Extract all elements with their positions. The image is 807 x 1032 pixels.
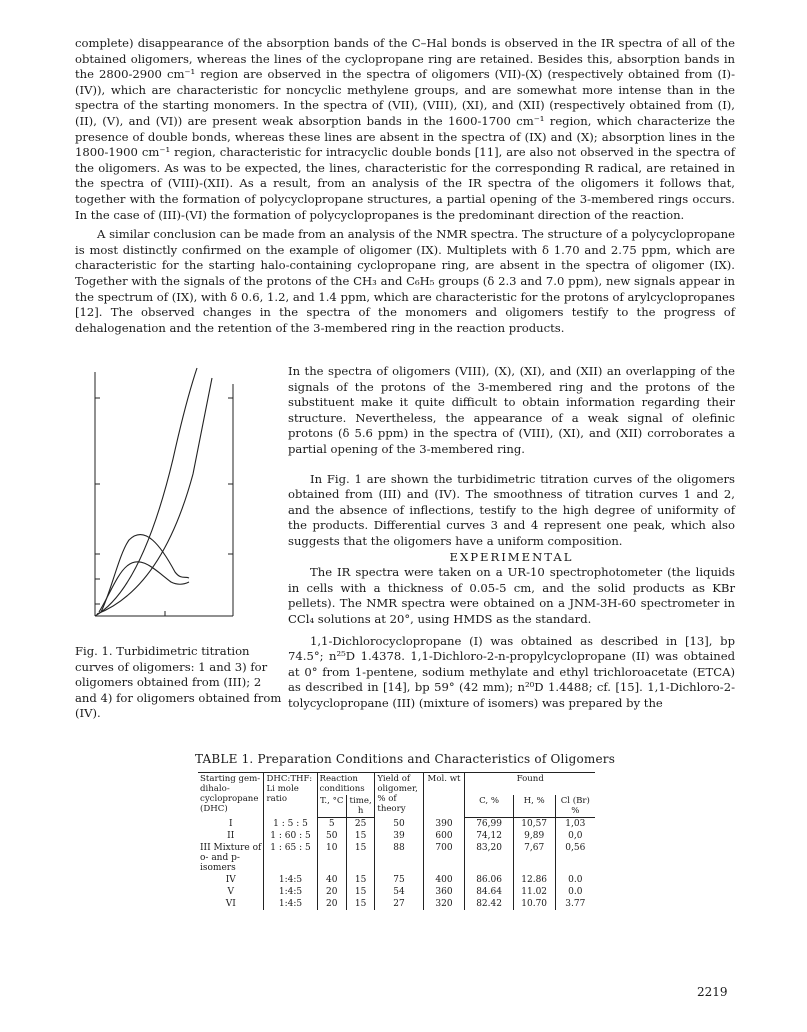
- cell-yield: 50: [375, 818, 423, 831]
- cell-molwt: 600: [423, 830, 465, 842]
- cell-dhc: III Mixture of o- and p-isomers: [200, 843, 262, 873]
- header-reaction: Reaction conditions: [317, 773, 375, 796]
- cell-temp: 40: [317, 874, 346, 886]
- cell-h: 10,57: [513, 818, 555, 831]
- cell-c: 74,12: [465, 830, 513, 842]
- header-yield: Yield of oligomer, % of theory: [375, 773, 423, 818]
- cell-temp: 5: [317, 818, 346, 831]
- paragraph-ir-spectra: complete) disappearance of the absorption bands of the C–Hal bonds is observed in the IR spectra of all of the obtained oligomers, whereas the lines of the cyclopropane ring are retained. Besides this, absorption bands in the 2800-2900 cm⁻¹ region are observed in the spectra of oligomers (VII)-(X) (respectively obtained from (I)-(IV)), which are characteristic for noncyclic methylene groups, and are somewhat more intense than in the spectra of the starting monomers. In the spectra of (VII), (VIII), (XI), and (XII) (respectively obtained from (I), (II), (V), and (VI)) are present weak absorption bands in the 1600-1700 cm⁻¹ region, which characterize the presence of double bonds, whereas these lines are absent in the spectra of (IX) and (X); absorption lines in the 1800-1900 cm⁻¹ region, characteristic for intracyclic double bonds [11], are also not observed in the spectra of the oligomers. As was to be expected, the lines, characteristic for the corresponding R radical, are retained in the spectra of (VIII)-(XII). As a result, from an analysis of the IR spectra of the oligomers it follows that, together with the formation of polycyclopropane structures, a partial opening of the 3-membered rings occurs. In the case of (III)-(VI) the formation of polycyclopropanes is the predominant direction of the reaction.: [75, 36, 735, 222]
- curve-1: [95, 368, 197, 616]
- table-row: [198, 842, 595, 874]
- header-h: H, %: [513, 795, 555, 818]
- header-starting: Starting gem-dihalo-cyclopropane (DHC): [198, 773, 264, 818]
- cell-yield: 75: [375, 874, 423, 886]
- cell-h: 7,67: [513, 842, 555, 874]
- cell-temp: 20: [317, 886, 346, 898]
- cell-cl: 0.0: [555, 874, 595, 886]
- cell-ratio: 1 : 65 : 5: [264, 842, 317, 874]
- table-oligomers: [198, 772, 595, 910]
- cell-cl: 3.77: [555, 898, 595, 910]
- cell-yield: 27: [375, 898, 423, 910]
- cell-dhc: I: [228, 818, 233, 829]
- cell-time: 15: [346, 898, 374, 910]
- header-c: C, %: [465, 795, 513, 818]
- cell-dhc: VI: [225, 899, 236, 909]
- paragraph-nmr-spectra: A similar conclusion can be made from an analysis of the NMR spectra. The structure of a polycyclopropane is most distinctly confirmed on the example of oligomer (IX). Multiplets with δ 1.70 and 2.75 ppm, which are characteristic for the starting halo-containing cyclopropane ring, are absent in the spectra of oligomer (IX). Together with the signals of the protons of the CH₃ and C₆H₅ groups (δ 2.3 and 7.0 ppm), new signals appear in the spectrum of (IX), with δ 0.6, 1.2, and 1.4 ppm, which are characteristic for the protons of arylcyclopropanes [12]. The observed changes in the spectra of the monomers and oligomers testify to the progress of dehalogenation and the retention of the 3-membered ring in the reaction products.: [75, 227, 735, 335]
- table-row: [198, 874, 595, 886]
- cell-molwt: 360: [423, 886, 465, 898]
- paragraph-overlapping: In the spectra of oligomers (VIII), (X), (XI), and (XII) an overlapping of the signals of the protons of the 3-membered ring and the protons of the substituent make it quite difficult to obtain information regarding their structure. Nevertheless, the appearance of a weak signal of olefinic protons (δ 5.6 ppm) in the spectra of (VIII), (XI), and (XII) corroborates a partial opening of the 3-membered ring.: [288, 364, 735, 456]
- cell-dhc: II: [227, 831, 235, 841]
- cell-cl: 1,03: [555, 818, 595, 831]
- cell-ratio: 1:4:5: [264, 886, 317, 898]
- cell-cl: 0,56: [555, 842, 595, 874]
- figure-caption: Fig. 1. Turbidimetric titration curves of oligomers: 1 and 3) for oligomers obtained from (III); 2 and 4) for oligomers obtained from (IV).: [75, 644, 282, 721]
- cell-ratio: 1:4:5: [264, 874, 317, 886]
- cell-dhc: IV: [225, 875, 236, 885]
- cell-time: 15: [346, 874, 374, 886]
- cell-time: 15: [346, 886, 374, 898]
- table-row: [198, 886, 595, 898]
- cell-molwt: 700: [423, 842, 465, 874]
- cell-ratio: 1:4:5: [264, 898, 317, 910]
- cell-yield: 54: [375, 886, 423, 898]
- cell-cl: 0,0: [555, 830, 595, 842]
- cell-molwt: 390: [423, 818, 465, 831]
- cell-h: 11.02: [513, 886, 555, 898]
- header-molwt: Mol. wt: [423, 773, 465, 818]
- cell-ratio: 1 : 60 : 5: [264, 830, 317, 842]
- cell-ratio: 1 : 5 : 5: [264, 818, 317, 831]
- cell-h: 12.86: [513, 874, 555, 886]
- cell-c: 76,99: [465, 818, 513, 831]
- table-title: TABLE 1. Preparation Conditions and Characteristics of Oligomers: [195, 752, 616, 766]
- page-number: 2219: [697, 985, 728, 999]
- cell-c: 84.64: [465, 886, 513, 898]
- table-row: [198, 818, 595, 831]
- cell-time: 25: [346, 818, 374, 831]
- cell-h: 9,89: [513, 830, 555, 842]
- header-temp: T., °C: [317, 795, 346, 818]
- cell-c: 82.42: [465, 898, 513, 910]
- header-time: time, h: [346, 795, 374, 818]
- header-found: Found: [465, 773, 595, 796]
- paragraph-fig1: In Fig. 1 are shown the turbidimetric titration curves of the oligomers obtained from (III) and (IV). The smoothness of titration curves 1 and 2, and the absence of inflections, testify to the high degree of uniformity of the products. Differential curves 3 and 4 represent one peak, which also suggests that the oligomers have a uniform composition.: [288, 471, 735, 548]
- curve-4: [99, 562, 189, 612]
- right-column: [288, 364, 735, 711]
- figure-1: [75, 364, 280, 644]
- paragraph-synthesis: 1,1-Dichlorocyclopropane (I) was obtained as described in [13], bp 74.5°; n²⁵D 1.4378. 1,1-Dichloro-2-n-propylcyclopropane (II) was obtained at 0° from 1-pentene, sodium methylate and ethyl trichloroacetate (ETCA) as described in [14], bp 59° (42 mm); n²⁰D 1.4488; cf. [15]. 1,1-Dichloro-2-tolycyclopropane (III) (mixture of isomers) was prepared by the: [288, 633, 735, 710]
- cell-cl: 0.0: [555, 886, 595, 898]
- cell-temp: 10: [317, 842, 346, 874]
- paragraph-ir-methods: The IR spectra were taken on a UR-10 spectrophotometer (the liquids in cells with a thickness of 0.05-5 cm, and the solid products as KBr pellets). The NMR spectra were obtained on a JNM-3H-60 spectrometer in CCl₄ solutions at 20°, using HMDS as the standard.: [288, 565, 735, 626]
- body-text-top: [75, 36, 735, 336]
- cell-temp: 50: [317, 830, 346, 842]
- cell-h: 10.70: [513, 898, 555, 910]
- header-ratio: DHC:THF: Li mole ratio: [264, 773, 317, 818]
- cell-molwt: 320: [423, 898, 465, 910]
- cell-molwt: 400: [423, 874, 465, 886]
- cell-yield: 88: [375, 842, 423, 874]
- cell-temp: 20: [317, 898, 346, 910]
- curve-2: [97, 378, 212, 614]
- cell-c: 83,20: [465, 842, 513, 874]
- cell-yield: 39: [375, 830, 423, 842]
- cell-time: 15: [346, 842, 374, 874]
- header-cl: Cl (Br) %: [555, 795, 595, 818]
- section-heading-experimental: EXPERIMENTAL: [449, 549, 574, 564]
- cell-time: 15: [346, 830, 374, 842]
- table-row: [198, 830, 595, 842]
- cell-dhc: V: [227, 887, 234, 897]
- cell-c: 86.06: [465, 874, 513, 886]
- table-row: [198, 898, 595, 910]
